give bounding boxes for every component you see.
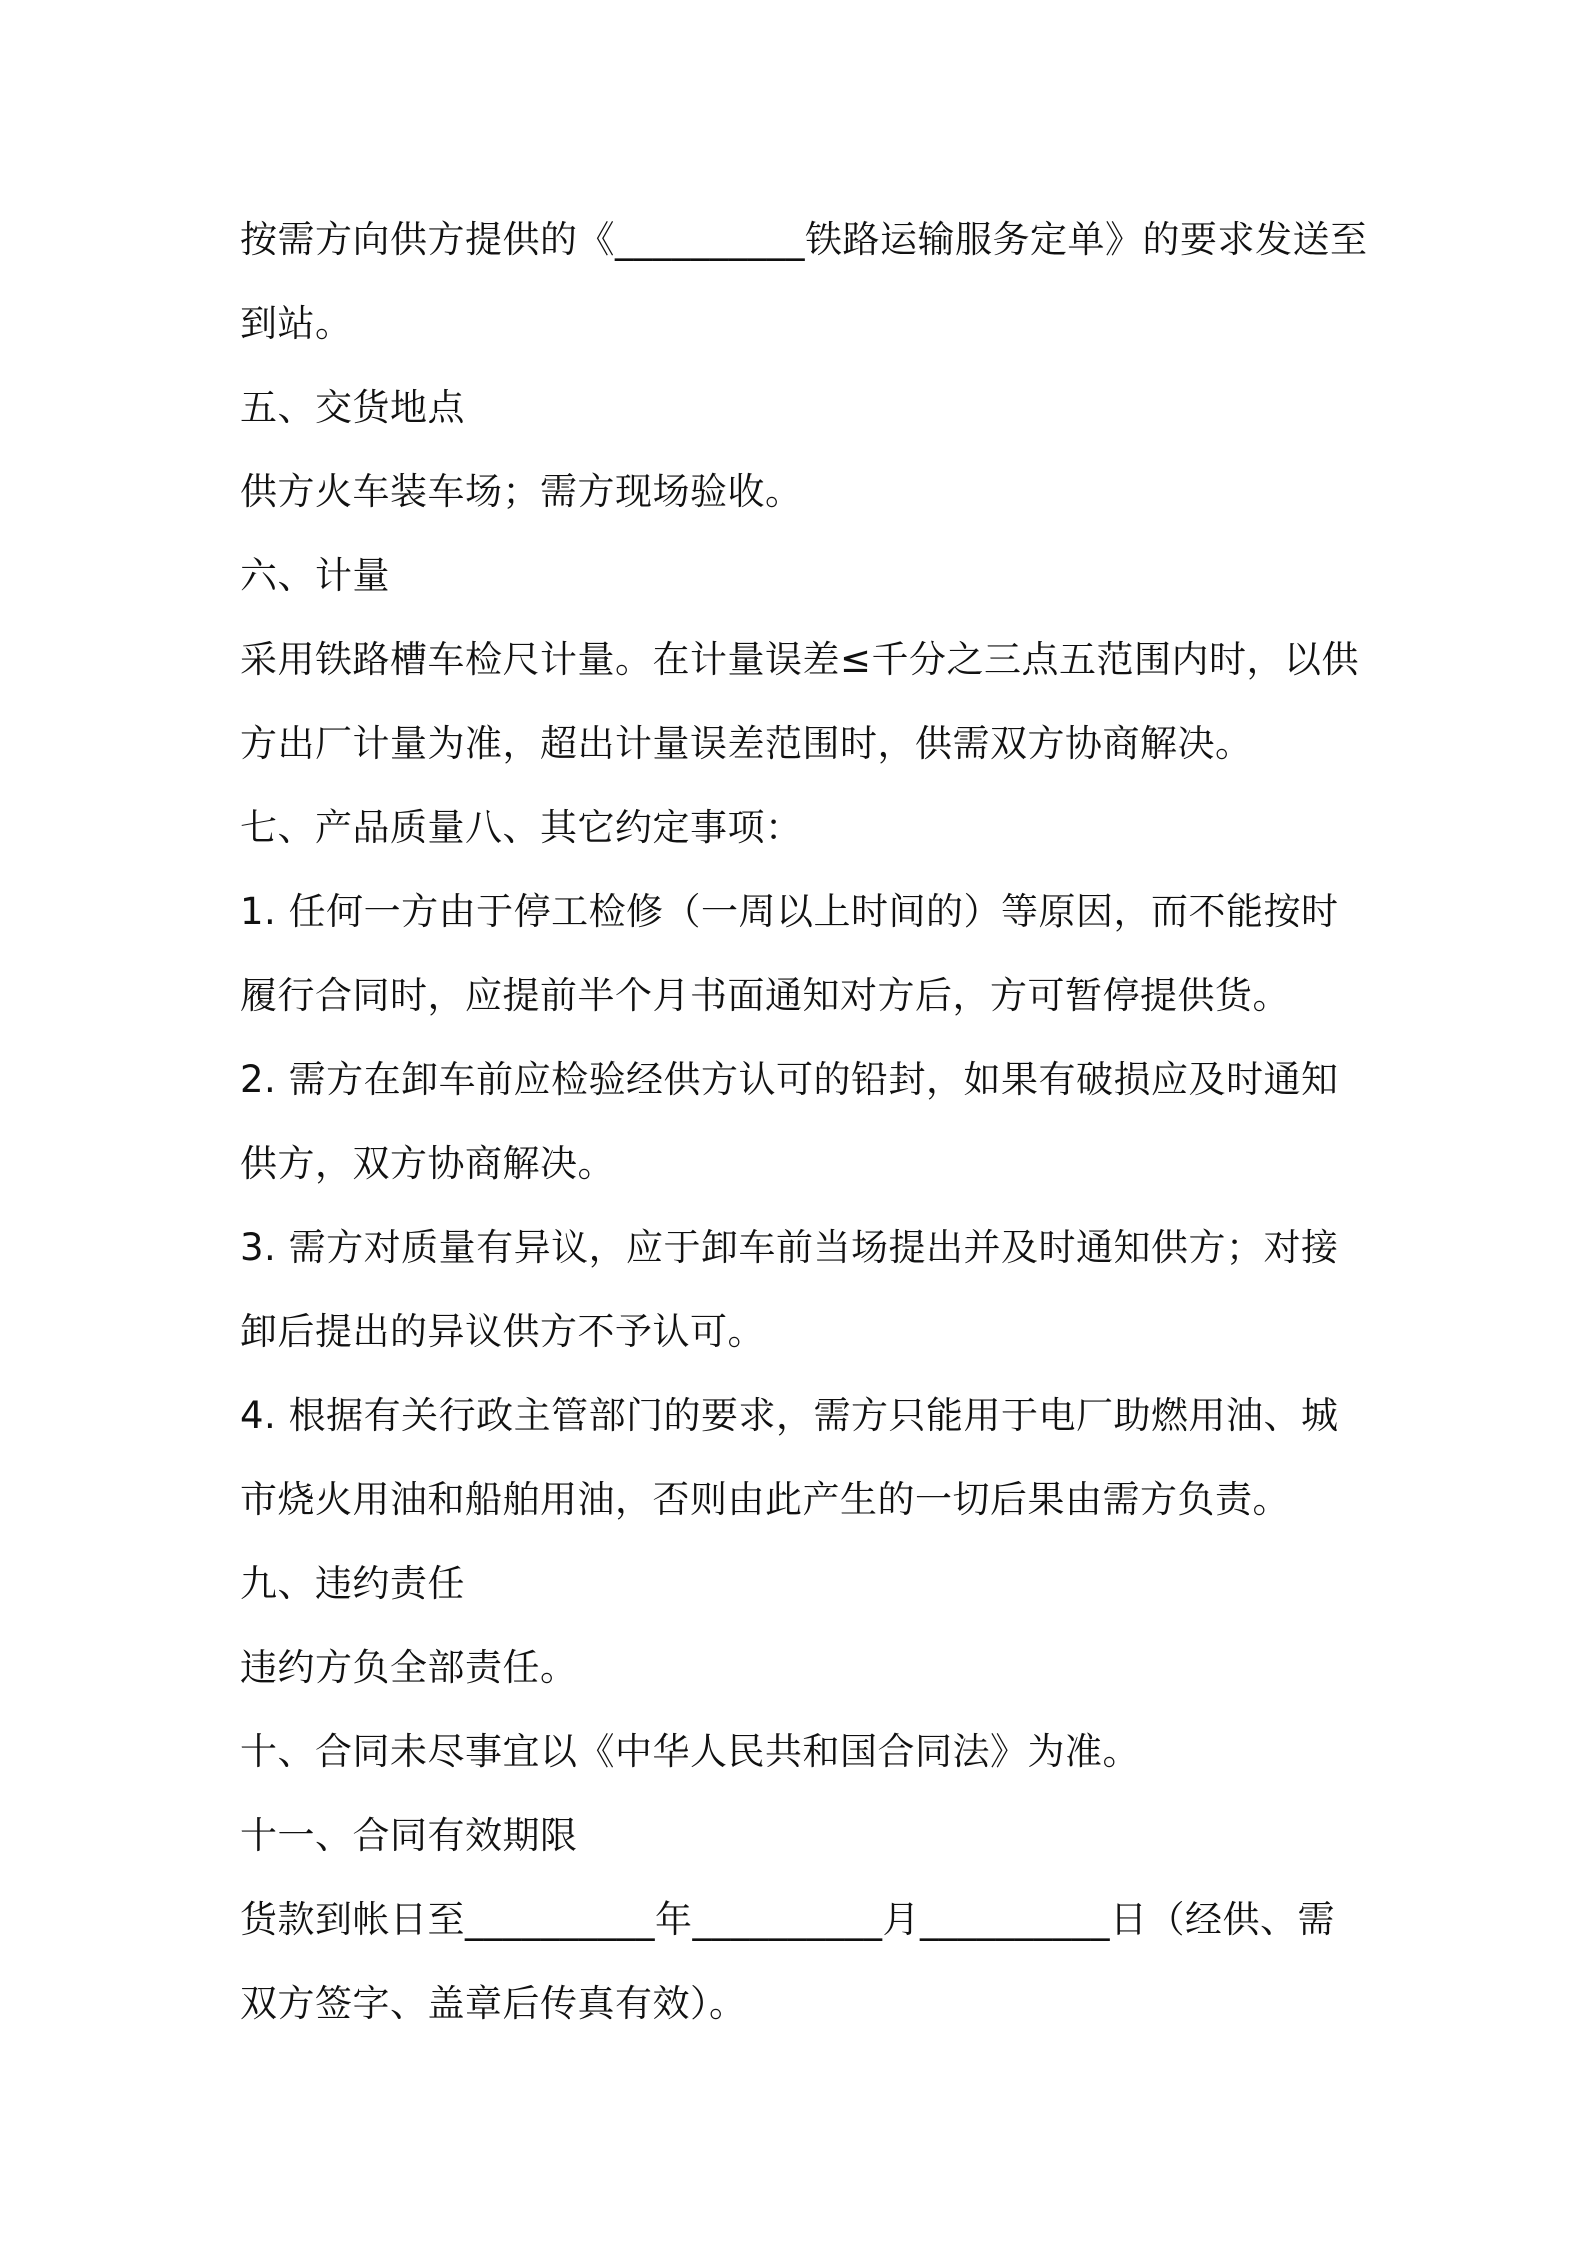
list-item: 2. 需方在卸车前应检验经供方认可的铅封，如果有破损应及时通知	[240, 1058, 1339, 1101]
text-line: 方出厂计量为准，超出计量误差范围时，供需双方协商解决。	[240, 722, 1253, 765]
text-line: 履行合同时，应提前半个月书面通知对方后，方可暂停提供货。	[240, 974, 1290, 1017]
text-line: 货款到帐日至__________年__________月__________日（经供、需	[240, 1898, 1335, 1941]
section-heading: 五、交货地点	[240, 386, 465, 429]
text-line: 卸后提出的异议供方不予认可。	[240, 1310, 765, 1353]
section-heading: 六、计量	[240, 554, 390, 597]
text-line: 供方，双方协商解决。	[240, 1142, 615, 1185]
document-body	[240, 198, 1368, 2046]
text-line: 双方签字、盖章后传真有效）。	[240, 1982, 747, 2025]
text-line: 违约方负全部责任。	[240, 1646, 578, 1689]
list-item: 1. 任何一方由于停工检修（一周以上时间的）等原因，而不能按时	[240, 890, 1339, 933]
list-item: 4. 根据有关行政主管部门的要求，需方只能用于电厂助燃用油、城	[240, 1394, 1339, 1437]
section-heading: 九、违约责任	[240, 1562, 465, 1605]
text-line: 供方火车装车场；需方现场验收。	[240, 470, 803, 513]
section-heading: 十一、合同有效期限	[240, 1814, 578, 1857]
text-line: 市烧火用油和船舶用油，否则由此产生的一切后果由需方负责。	[240, 1478, 1290, 1521]
list-item: 3. 需方对质量有异议，应于卸车前当场提出并及时通知供方；对接	[240, 1226, 1339, 1269]
section-heading: 十、合同未尽事宜以《中华人民共和国合同法》为准。	[240, 1730, 1140, 1773]
text-line: 到站。	[240, 302, 353, 345]
text-line: 按需方向供方提供的《__________铁路运输服务定单》的要求发送至	[240, 218, 1368, 261]
section-heading: 七、产品质量八、其它约定事项：	[240, 806, 803, 849]
text-line: 采用铁路槽车检尺计量。在计量误差≤千分之三点五范围内时，以供	[240, 638, 1360, 681]
